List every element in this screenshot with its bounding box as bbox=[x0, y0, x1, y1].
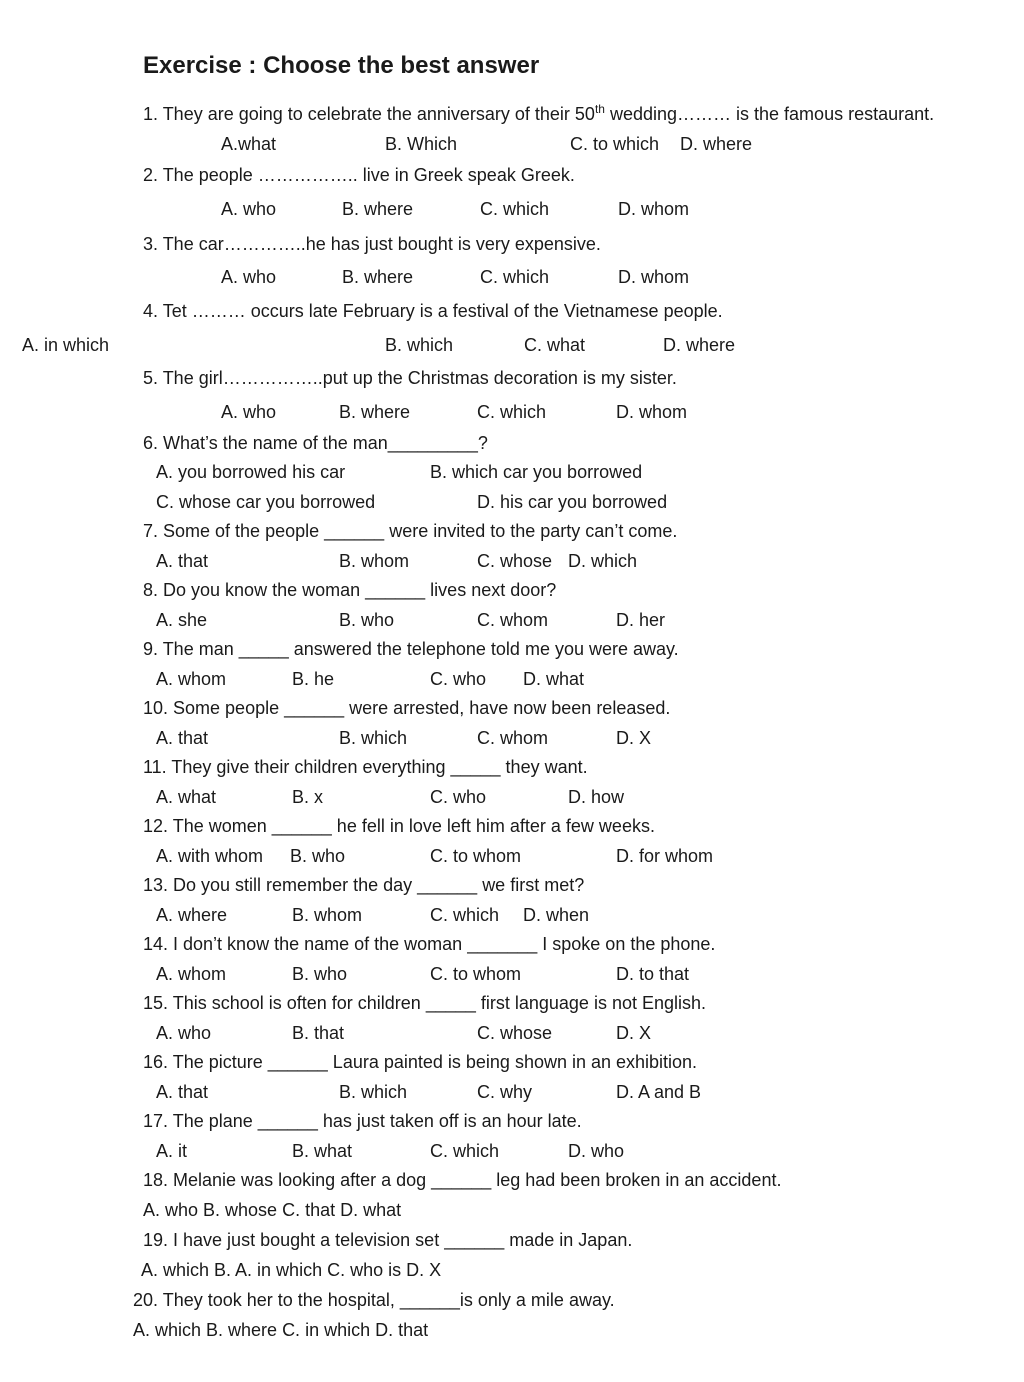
question-5-stem: 5. The girl……………..put up the Christmas decoration is my sister. bbox=[143, 368, 677, 388]
question-1-stem-part-2: wedding……… is the famous restaurant. bbox=[604, 104, 935, 124]
option-4a[interactable]: A. in which bbox=[22, 335, 110, 355]
option-11b[interactable]: B. x bbox=[292, 787, 324, 807]
option-15c[interactable]: C. whose bbox=[477, 1023, 553, 1043]
option-5b[interactable]: B. where bbox=[339, 402, 411, 422]
option-11d[interactable]: D. how bbox=[568, 787, 625, 807]
option-9b[interactable]: B. he bbox=[292, 669, 335, 689]
option-10c[interactable]: C. whom bbox=[477, 728, 549, 748]
option-5a[interactable]: A. who bbox=[221, 402, 277, 422]
option-2d[interactable]: D. whom bbox=[618, 199, 690, 219]
option-5c[interactable]: C. which bbox=[477, 402, 547, 422]
option-9c[interactable]: C. who bbox=[430, 669, 487, 689]
option-2b[interactable]: B. where bbox=[342, 199, 414, 219]
option-12d[interactable]: D. for whom bbox=[616, 846, 714, 866]
option-15b[interactable]: B. that bbox=[292, 1023, 345, 1043]
option-13c[interactable]: C. which bbox=[430, 905, 500, 925]
option-12c[interactable]: C. to whom bbox=[430, 846, 522, 866]
option-1b[interactable]: B. Which bbox=[385, 134, 458, 154]
option-15d[interactable]: D. X bbox=[616, 1023, 652, 1043]
option-17c[interactable]: C. which bbox=[430, 1141, 500, 1161]
question-11-stem: 11. They give their children everything _____ they want. bbox=[143, 757, 588, 777]
options-20[interactable]: A. which B. where C. in which D. that bbox=[133, 1320, 429, 1340]
question-1-stem-part-1: 1. They are going to celebrate the anniversary of their 50 bbox=[143, 104, 595, 124]
question-4-stem: 4. Tet ……… occurs late February is a festival of the Vietnamese people. bbox=[143, 301, 723, 321]
option-13a[interactable]: A. where bbox=[156, 905, 228, 925]
question-15-stem: 15. This school is often for children _____ first language is not English. bbox=[143, 993, 707, 1013]
option-7d[interactable]: D. which bbox=[568, 551, 638, 571]
question-3-stem: 3. The car…………..he has just bought is very expensive. bbox=[143, 234, 601, 254]
option-3d[interactable]: D. whom bbox=[618, 267, 690, 287]
question-8-stem: 8. Do you know the woman ______ lives next door? bbox=[143, 580, 557, 600]
option-1c[interactable]: C. to which bbox=[570, 134, 660, 154]
option-17b[interactable]: B. what bbox=[292, 1141, 353, 1161]
options-19[interactable]: A. which B. A. in which C. who is D. X bbox=[141, 1260, 442, 1280]
option-3b[interactable]: B. where bbox=[342, 267, 414, 287]
option-8a[interactable]: A. she bbox=[156, 610, 208, 630]
question-13-stem: 13. Do you still remember the day ______ we first met? bbox=[143, 875, 585, 895]
option-7a[interactable]: A. that bbox=[156, 551, 209, 571]
option-6c[interactable]: C. whose car you borrowed bbox=[156, 492, 376, 512]
option-9d[interactable]: D. what bbox=[523, 669, 585, 689]
option-11a[interactable]: A. what bbox=[156, 787, 217, 807]
question-12-stem: 12. The women ______ he fell in love left him after a few weeks. bbox=[143, 816, 655, 836]
option-15a[interactable]: A. who bbox=[156, 1023, 212, 1043]
option-17a[interactable]: A. it bbox=[156, 1141, 188, 1161]
page-title: Exercise : Choose the best answer bbox=[143, 52, 540, 79]
option-10a[interactable]: A. that bbox=[156, 728, 209, 748]
option-3c[interactable]: C. which bbox=[480, 267, 550, 287]
question-1-superscript: th bbox=[594, 102, 605, 116]
option-1d[interactable]: D. where bbox=[680, 134, 753, 154]
option-16a[interactable]: A. that bbox=[156, 1082, 209, 1102]
question-20-stem: 20. They took her to the hospital, ______is only a mile away. bbox=[133, 1290, 615, 1310]
question-17-stem: 17. The plane ______ has just taken off is an hour late. bbox=[143, 1111, 582, 1131]
question-9-stem: 9. The man _____ answered the telephone told me you were away. bbox=[143, 639, 679, 659]
option-14b[interactable]: B. who bbox=[292, 964, 348, 984]
option-14a[interactable]: A. whom bbox=[156, 964, 227, 984]
option-12a[interactable]: A. with whom bbox=[156, 846, 264, 866]
option-8c[interactable]: C. whom bbox=[477, 610, 549, 630]
question-16-stem: 16. The picture ______ Laura painted is being shown in an exhibition. bbox=[143, 1052, 698, 1072]
option-8b[interactable]: B. who bbox=[339, 610, 395, 630]
option-7b[interactable]: B. whom bbox=[339, 551, 410, 571]
question-1 bbox=[143, 103, 934, 125]
option-10b[interactable]: B. which bbox=[339, 728, 408, 748]
option-10d[interactable]: D. X bbox=[616, 728, 652, 748]
option-6b[interactable]: B. which car you borrowed bbox=[430, 462, 643, 482]
option-4c[interactable]: C. what bbox=[524, 335, 586, 355]
option-4b[interactable]: B. which bbox=[385, 335, 454, 355]
option-5d[interactable]: D. whom bbox=[616, 402, 688, 422]
question-2-stem: 2. The people …………….. live in Greek speak Greek. bbox=[143, 165, 575, 185]
option-2c[interactable]: C. which bbox=[480, 199, 550, 219]
option-12b[interactable]: B. who bbox=[290, 846, 346, 866]
question-10-stem: 10. Some people ______ were arrested, have now been released. bbox=[143, 698, 671, 718]
option-8d[interactable]: D. her bbox=[616, 610, 666, 630]
option-14d[interactable]: D. to that bbox=[616, 964, 690, 984]
option-13d[interactable]: D. when bbox=[523, 905, 590, 925]
option-4d[interactable]: D. where bbox=[663, 335, 736, 355]
question-7-stem: 7. Some of the people ______ were invited to the party can’t come. bbox=[143, 521, 678, 541]
option-14c[interactable]: C. to whom bbox=[430, 964, 522, 984]
option-16d[interactable]: D. A and B bbox=[616, 1082, 702, 1102]
option-9a[interactable]: A. whom bbox=[156, 669, 227, 689]
option-2a[interactable]: A. who bbox=[221, 199, 277, 219]
option-13b[interactable]: B. whom bbox=[292, 905, 363, 925]
options-18[interactable]: A. who B. whose C. that D. what bbox=[143, 1200, 402, 1220]
option-7c[interactable]: C. whose bbox=[477, 551, 553, 571]
option-6a[interactable]: A. you borrowed his car bbox=[156, 462, 346, 482]
question-18-stem: 18. Melanie was looking after a dog ______ leg had been broken in an accident. bbox=[143, 1170, 782, 1190]
option-11c[interactable]: C. who bbox=[430, 787, 487, 807]
option-1a[interactable]: A.what bbox=[221, 134, 277, 154]
question-19-stem: 19. I have just bought a television set ______ made in Japan. bbox=[143, 1230, 633, 1250]
option-6d[interactable]: D. his car you borrowed bbox=[477, 492, 668, 512]
option-16b[interactable]: B. which bbox=[339, 1082, 408, 1102]
option-17d[interactable]: D. who bbox=[568, 1141, 625, 1161]
option-16c[interactable]: C. why bbox=[477, 1082, 533, 1102]
question-14-stem: 14. I don’t know the name of the woman _______ I spoke on the phone. bbox=[143, 934, 716, 954]
option-3a[interactable]: A. who bbox=[221, 267, 277, 287]
question-6-stem: 6. What’s the name of the man_________? bbox=[143, 433, 488, 453]
